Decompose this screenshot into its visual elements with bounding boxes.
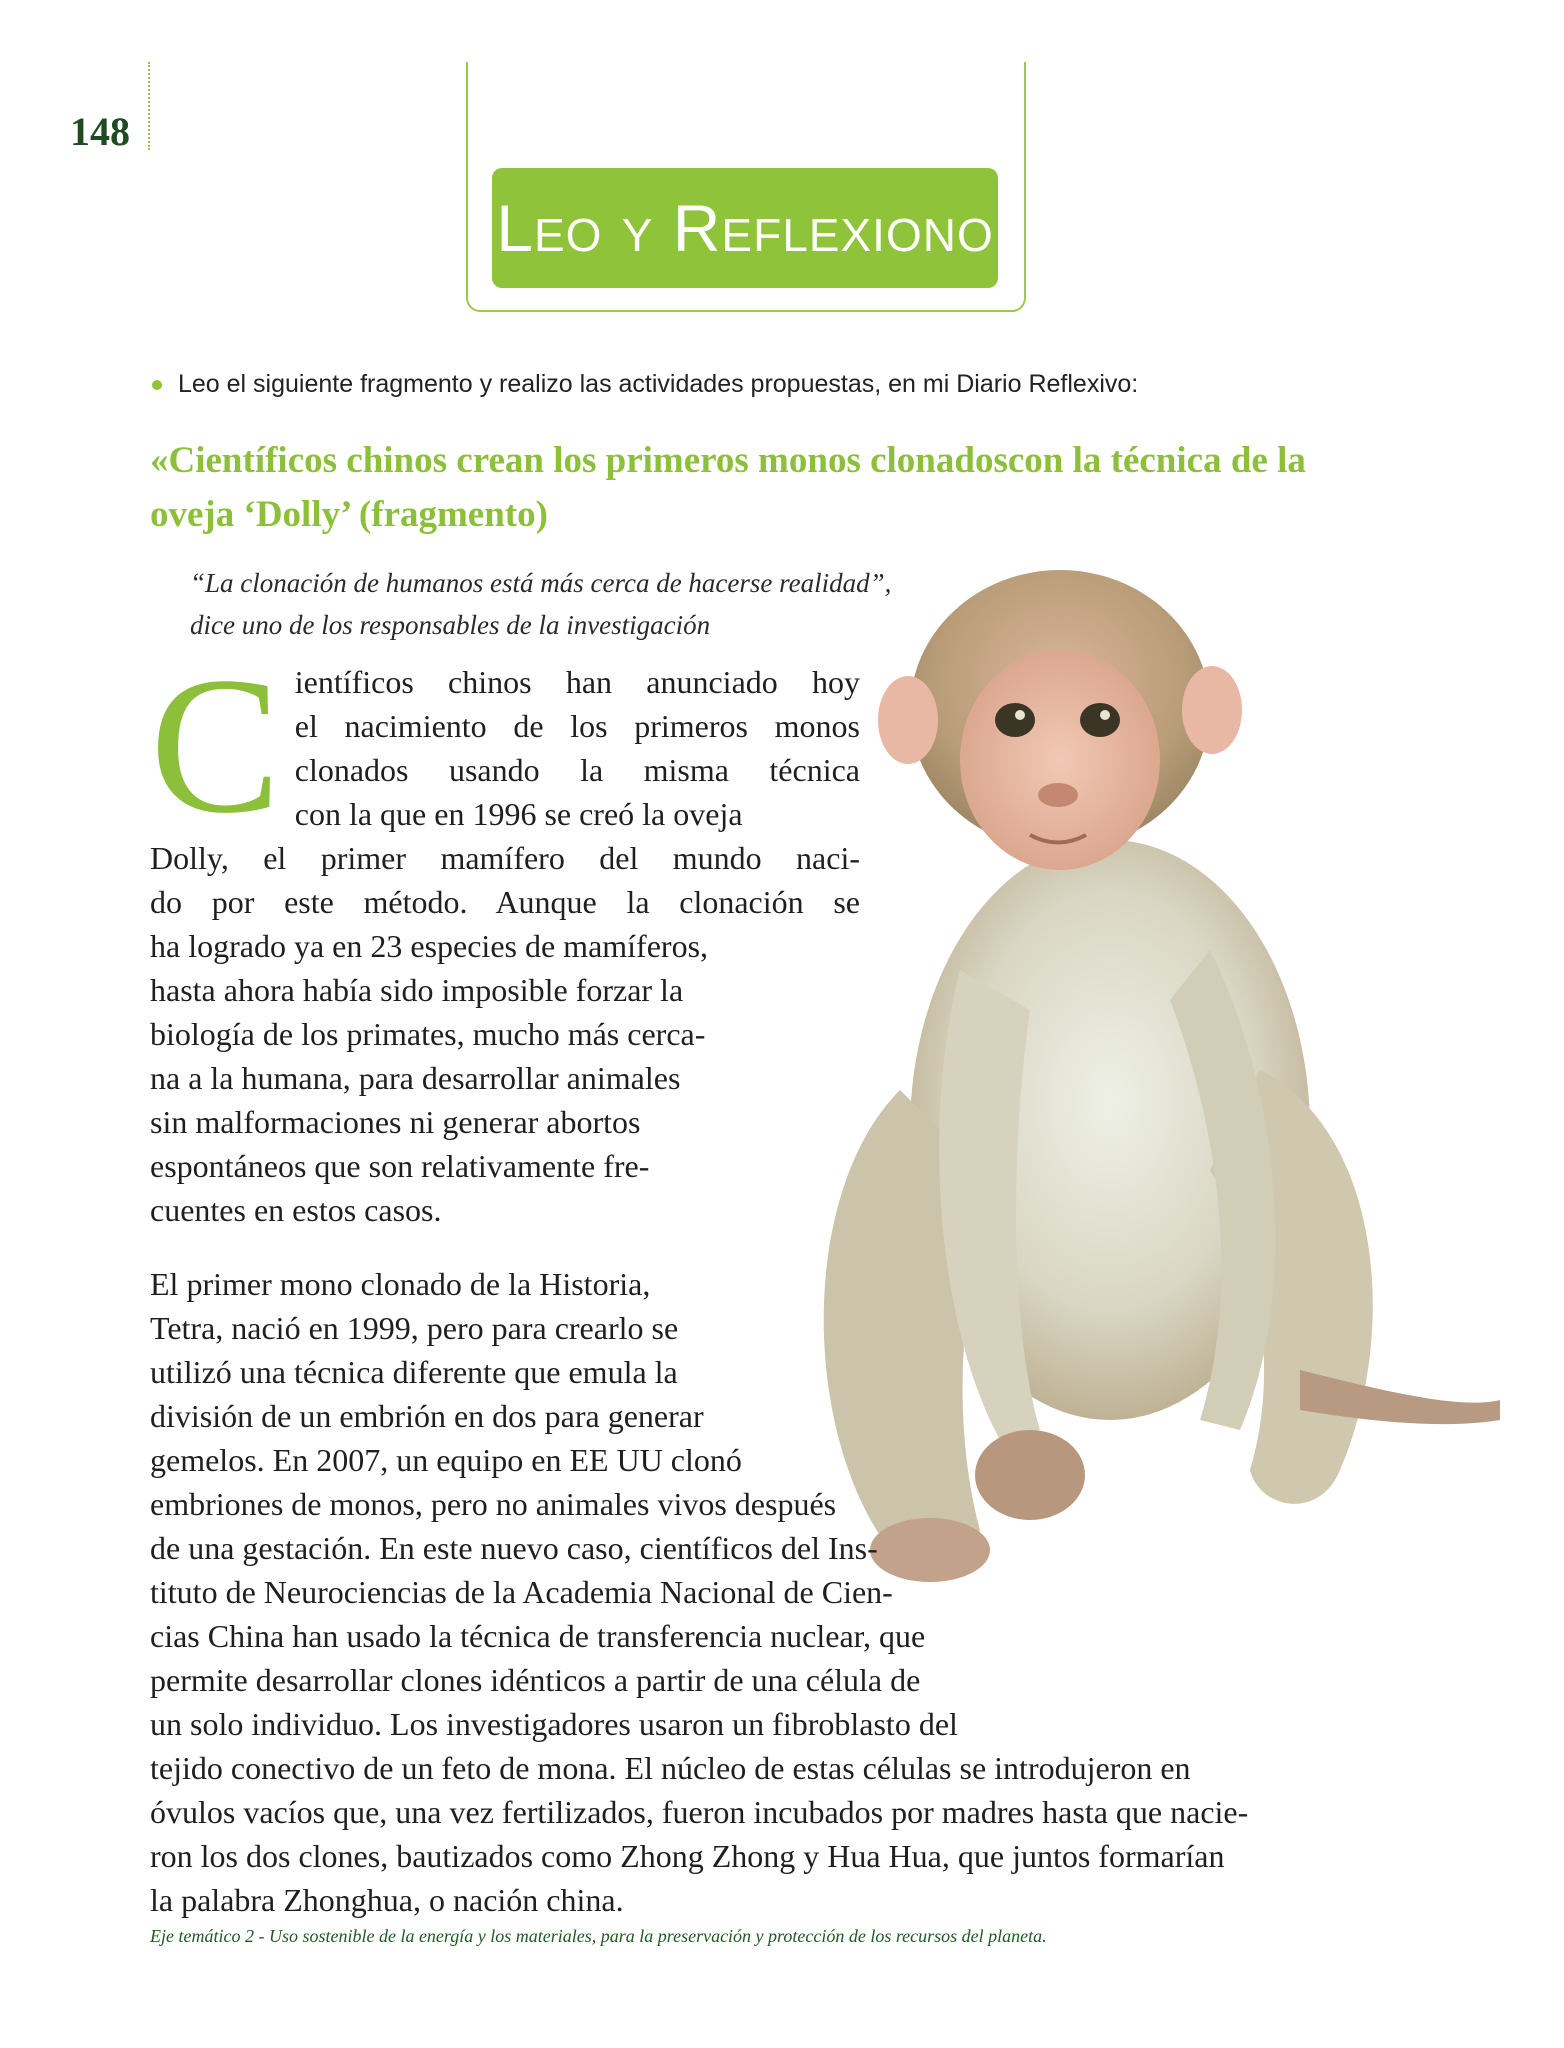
paragraph-2 [150, 1262, 1249, 1922]
text-line: hasta ahora había sido imposible forzar la [150, 972, 684, 1008]
text-line: na a la humana, para desarrollar animales [150, 1060, 681, 1096]
text-line: El primer mono clonado de la Historia, [150, 1266, 651, 1302]
dotted-rule [148, 62, 150, 150]
drop-cap: C [150, 637, 281, 854]
instruction-text: Leo el siguiente fragmento y realizo las actividades propuestas, en mi Diario Reflexivo: [178, 370, 1139, 398]
footer: Eje temático 2 - Uso sostenible de la energía y los materiales, para la preservación y protección de los recursos del planeta. [150, 1926, 1047, 1946]
text-line: el nacimiento de los primeros monos [294, 708, 860, 744]
text-line: de una gestación. En este nuevo caso, científicos del Ins- [150, 1530, 878, 1566]
text-line: cuentes en estos casos. [150, 1192, 442, 1228]
text-line: biología de los primates, mucho más cerca- [150, 1016, 706, 1052]
text-line: ha logrado ya en 23 especies de mamíferos, [150, 928, 709, 964]
instruction [150, 370, 1400, 399]
text-line: un solo individuo. Los investigadores usaron un fibroblasto del [150, 1706, 958, 1742]
text-line: clonados usando la misma técnica [294, 752, 860, 788]
text-line: ientíficos chinos han anunciado hoy [294, 664, 860, 700]
text-line: gemelos. En 2007, un equipo en EE UU clonó [150, 1442, 742, 1478]
text-line: Tetra, nació en 1999, pero para crearlo se [150, 1310, 679, 1346]
text-line: embriones de monos, pero no animales vivos después [150, 1486, 837, 1522]
text-line: ron los dos clones, bautizados como Zhong Zhong y Hua Hua, que juntos formarían [150, 1838, 1225, 1874]
text-line: cias China han usado la técnica de transferencia nuclear, que [150, 1618, 926, 1654]
bullet-icon [152, 380, 162, 390]
text-line: tituto de Neurociencias de la Academia Nacional de Cien- [150, 1574, 893, 1610]
subhead-line: dice uno de los responsables de la investigación [190, 610, 711, 640]
subhead-line: “La clonación de humanos está más cerca de hacerse realidad”, [190, 568, 892, 598]
text-line: utilizó una técnica diferente que emula la [150, 1354, 678, 1390]
paragraph-1 [150, 637, 860, 1232]
text-line: óvulos vacíos que, una vez fertilizados, fueron incubados por madres hasta que nacie- [150, 1794, 1249, 1830]
text-line: sin malformaciones ni generar abortos [150, 1104, 641, 1140]
text-line: la palabra Zhonghua, o nación china. [150, 1882, 624, 1918]
text-line: tejido conectivo de un feto de mona. El núcleo de estas células se introdujeron en [150, 1750, 1191, 1786]
text-line: con la que en 1996 se creó la oveja [294, 796, 743, 832]
section-title: Leo y Reflexiono [496, 191, 994, 265]
page-number: 148 [70, 109, 130, 154]
section-title-box [492, 168, 998, 288]
text-line: do por este método. Aunque la clonación se [150, 884, 860, 920]
text-line: permite desarrollar clones idénticos a partir de una célula de [150, 1662, 921, 1698]
text-line: espontáneos que son relativamente fre- [150, 1148, 650, 1184]
text-line: Dolly, el primer mamífero del mundo naci- [150, 840, 860, 876]
article-headline: «Científicos chinos crean los primeros monos clonadoscon la técnica de la oveja ‘Dolly’ (fragmento) [150, 440, 1306, 535]
text-line: división de un embrión en dos para generar [150, 1398, 704, 1434]
